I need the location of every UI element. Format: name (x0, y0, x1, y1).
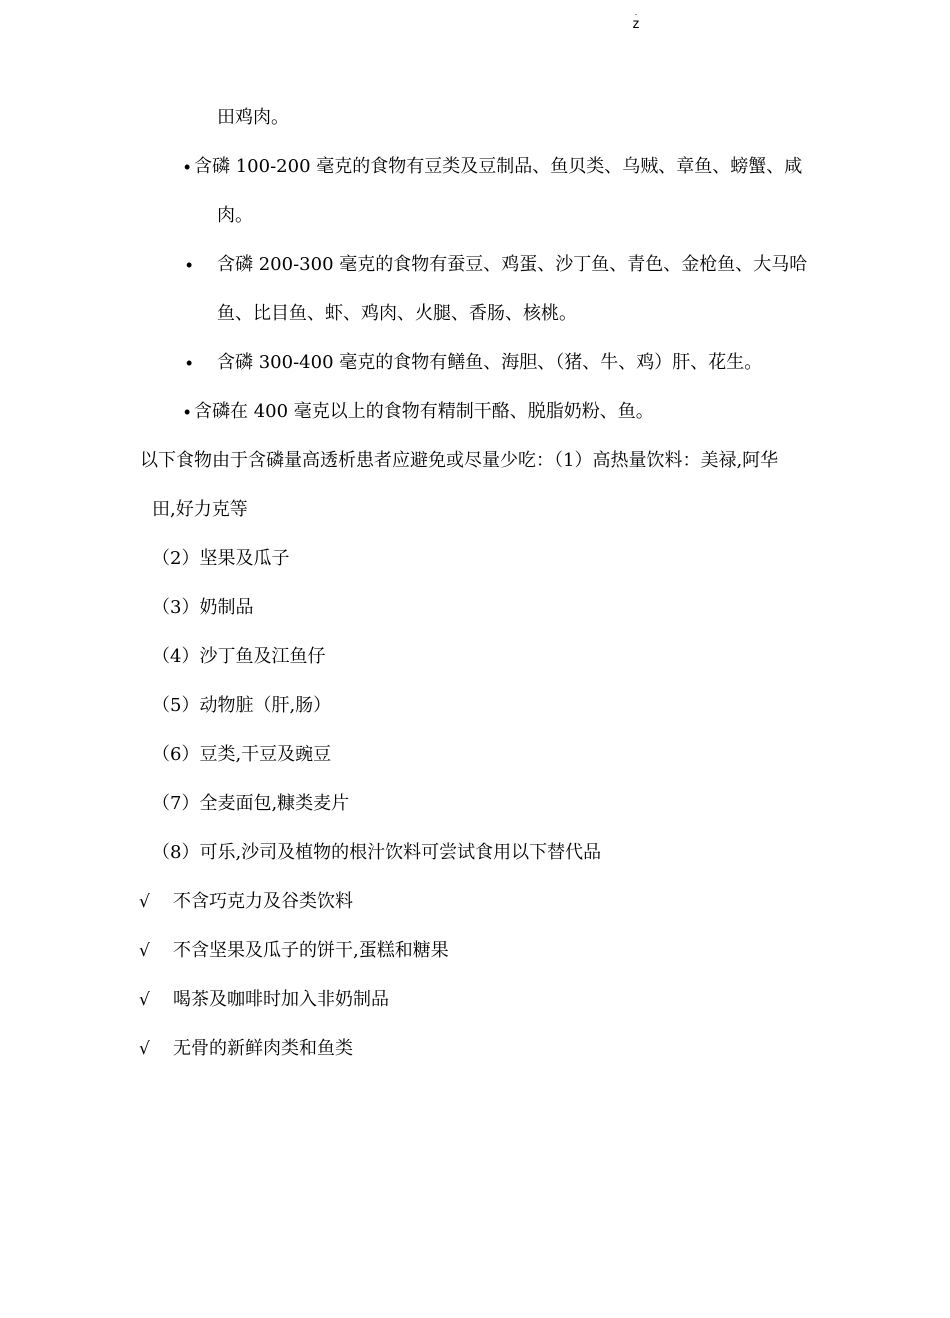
substitute-item: 不含坚果及瓜子的饼干,蛋糕和糖果 (173, 940, 449, 961)
substitute-item: 不含巧克力及谷类饮料 (173, 891, 353, 912)
checkmark-icon: √ (139, 990, 150, 1010)
bullet-text-line: 含磷 300-400 毫克的食物有鳝鱼、海胆、（猪、牛、鸡）肝、花生。 (217, 352, 763, 373)
avoid-list-item: （7）全麦面包,糠类麦片 (152, 793, 350, 814)
page-header-mark (624, 8, 648, 30)
substitute-item: 喝茶及咖啡时加入非奶制品 (173, 989, 389, 1010)
continued-text-line: 田鸡肉。 (217, 107, 289, 128)
checkmark-icon: √ (139, 892, 150, 912)
bullet-text-continuation: 肉。 (217, 205, 253, 226)
avoid-list-item: （5）动物脏（肝,肠） (152, 695, 332, 716)
avoid-list-item: （8）可乐,沙司及植物的根汁饮料可尝试食用以下替代品 (152, 842, 602, 863)
avoid-intro-line: 以下食物由于含磷量高透析患者应避免或尽量少吃：（1）高热量饮料：美禄,阿华 (140, 450, 779, 471)
avoid-intro-continuation: 田,好力克等 (152, 499, 248, 520)
bullet-text-line: 含磷在 400 毫克以上的食物有精制干酪、脱脂奶粉、鱼。 (194, 401, 654, 422)
bullet-text-line: 含磷 200-300 毫克的食物有蚕豆、鸡蛋、沙丁鱼、青色、金枪鱼、大马哈 (217, 254, 808, 275)
checkmark-icon: √ (139, 941, 150, 961)
bullet-icon: • (186, 353, 193, 373)
bullet-icon: • (184, 157, 191, 177)
bullet-icon: • (184, 402, 191, 422)
avoid-list-item: （6）豆类,干豆及豌豆 (152, 744, 332, 765)
bullet-text-continuation: 鱼、比目鱼、虾、鸡肉、火腿、香肠、核桃。 (217, 303, 577, 324)
avoid-list-item: （4）沙丁鱼及江鱼仔 (152, 646, 326, 667)
substitute-item: 无骨的新鲜肉类和鱼类 (173, 1038, 353, 1059)
bullet-text-line: 含磷 100-200 毫克的食物有豆类及豆制品、鱼贝类、乌贼、章鱼、螃蟹、咸 (194, 156, 803, 177)
bullet-icon: • (186, 255, 193, 275)
avoid-list-item: （2）坚果及瓜子 (152, 548, 290, 569)
checkmark-icon: √ (139, 1039, 150, 1059)
avoid-list-item: （3）奶制品 (152, 597, 254, 618)
header-dot: . (634, 7, 638, 17)
header-letter: z (632, 15, 640, 31)
